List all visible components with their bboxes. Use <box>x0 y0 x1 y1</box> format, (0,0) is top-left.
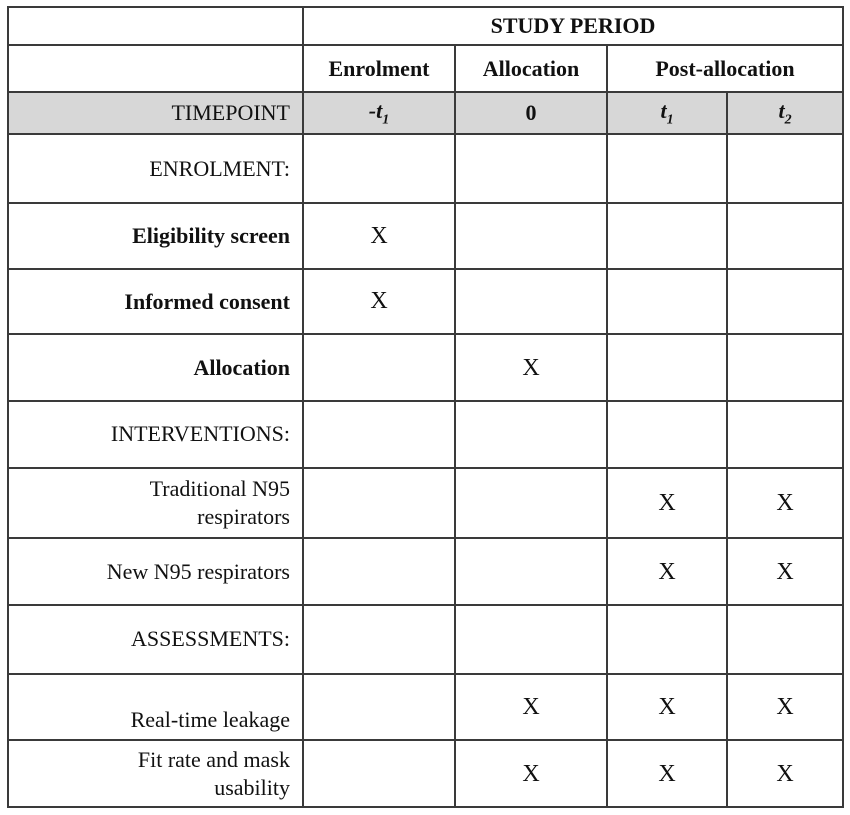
section-title: ASSESSMENTS: <box>8 605 303 674</box>
table-row <box>8 203 843 269</box>
empty-cell <box>607 605 727 674</box>
empty-cell <box>607 269 727 335</box>
table-row <box>8 269 843 335</box>
timepoint-t1: $t_1$ <box>607 92 727 134</box>
mark-cell: X <box>727 740 843 807</box>
post-allocation-phase-header: Post-allocation <box>607 45 843 91</box>
table-row <box>8 674 843 741</box>
empty-cell <box>303 334 455 401</box>
table-row <box>8 538 843 605</box>
section-row-assessments <box>8 605 843 674</box>
row-label: Traditional N95 respirators <box>8 468 303 539</box>
mark-cell: X <box>727 674 843 741</box>
empty-cell <box>303 538 455 605</box>
empty-cell <box>727 134 843 203</box>
mark-cell: X <box>607 538 727 605</box>
allocation-phase-header: Allocation <box>455 45 607 91</box>
empty-cell <box>303 674 455 741</box>
timepoint-label: TIMEPOINT <box>8 92 303 134</box>
empty-cell <box>455 538 607 605</box>
mark-cell: X <box>303 269 455 335</box>
section-title: INTERVENTIONS: <box>8 401 303 468</box>
study-period-header: STUDY PERIOD <box>303 7 843 45</box>
row-label: Real-time leakage <box>8 674 303 741</box>
section-row-interventions <box>8 401 843 468</box>
mark-cell: X <box>303 203 455 269</box>
section-title: ENROLMENT: <box>8 134 303 203</box>
mark-cell: X <box>727 468 843 539</box>
empty-cell <box>607 401 727 468</box>
empty-cell <box>455 468 607 539</box>
mark-cell: X <box>455 740 607 807</box>
empty-cell <box>303 134 455 203</box>
empty-cell <box>303 401 455 468</box>
mark-cell: X <box>607 674 727 741</box>
mark-cell: X <box>455 334 607 401</box>
mark-cell: X <box>607 740 727 807</box>
empty-cell <box>727 269 843 335</box>
empty-cell <box>727 203 843 269</box>
row-label: Allocation <box>8 334 303 401</box>
empty-cell <box>455 134 607 203</box>
empty-cell <box>303 468 455 539</box>
empty-cell <box>455 269 607 335</box>
header-blank-cell <box>8 45 303 91</box>
period-phase-row <box>8 45 843 91</box>
empty-cell <box>607 203 727 269</box>
timepoint-row <box>8 92 843 134</box>
timepoint-t2: $t_2$ <box>727 92 843 134</box>
empty-cell <box>727 401 843 468</box>
spirit-schedule-table <box>7 6 844 808</box>
empty-cell <box>607 334 727 401</box>
row-label: Eligibility screen <box>8 203 303 269</box>
table-row <box>8 740 843 807</box>
empty-cell <box>303 740 455 807</box>
header-blank-cell <box>8 7 303 45</box>
empty-cell <box>727 334 843 401</box>
timepoint-allocation: 0 <box>455 92 607 134</box>
table-row <box>8 468 843 539</box>
empty-cell <box>455 401 607 468</box>
study-period-row <box>8 7 843 45</box>
enrolment-phase-header: Enrolment <box>303 45 455 91</box>
row-label: Fit rate and mask usability <box>8 740 303 807</box>
empty-cell <box>607 134 727 203</box>
empty-cell <box>727 605 843 674</box>
mark-cell: X <box>455 674 607 741</box>
mark-cell: X <box>727 538 843 605</box>
table-row <box>8 334 843 401</box>
mark-cell: X <box>607 468 727 539</box>
timepoint-enrolment: $-t_1$ <box>303 92 455 134</box>
empty-cell <box>455 605 607 674</box>
row-label: Informed consent <box>8 269 303 335</box>
row-label: New N95 respirators <box>8 538 303 605</box>
section-row-enrolment <box>8 134 843 203</box>
empty-cell <box>303 605 455 674</box>
empty-cell <box>455 203 607 269</box>
